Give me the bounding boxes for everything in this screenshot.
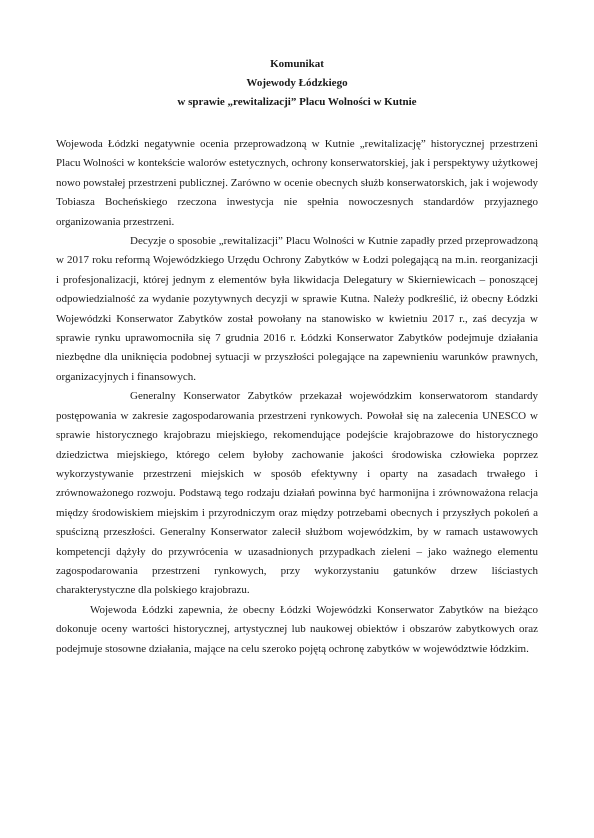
paragraph-4: Wojewoda Łódzki zapewnia, że obecny Łódzki Wojewódzki Konserwator Zabytków na bieżąco dokonuje oceny wartości historycznej, artystycznej lub naukowej obiektów i obszarów zabytkowych oraz podejmuje stosowne działania, mające na celu szeroko pojętą ochronę zabytków w województwie łódzkim. bbox=[56, 603, 538, 655]
document-body bbox=[56, 135, 538, 659]
title-line-3: w sprawie „rewitalizacji” Placu Wolności w Kutnie bbox=[177, 96, 417, 108]
title-line-1: Komunikat bbox=[270, 58, 324, 70]
paragraph-2: Decyzje o sposobie „rewitalizacji” Placu Wolności w Kutnie zapadły przed przeprowadzoną w 2017 roku reformą Wojewódzkiego Urzędu Ochrony Zabytków w Łodzi polegającą na m.in. reorganizacji i profesjonalizacji, której jednym z elementów była likwidacja Delegatury w Skierniewicach – ponoszącej odpowiedzialność za wydanie pozytywnych decyzji w sprawie Kutna. Należy podkreślić, iż obecny Łódzki Wojewódzki Konserwator Zabytków został powołany na stanowisko w kwietniu 2017 r., zaś decyzja w sprawie rynku uprawomocniła się 7 grudnia 2016 r. Łódzki Konserwator Zabytków podejmuje działania niezbędne dla uniknięcia podobnej sytuacji w przyszłości polegające na zapewnieniu warunków prawnych, organizacyjnych i finansowych. bbox=[56, 235, 538, 383]
document-title bbox=[0, 55, 594, 112]
paragraph-3: Generalny Konserwator Zabytków przekazał wojewódzkim konserwatorom standardy postępowania w zakresie zagospodarowania przestrzeni rynkowych. Powołał się na zalecenia UNESCO w sprawie historycznego krajobrazu miejskiego, rekomendujące podejście krajobrazowe do historycznego dziedzictwa miejskiego, którego celem byłoby zachowanie jakości środowiska człowieka poprzez wykorzystywanie przestrzeni miejskich w sposób efektywny i oparty na zasadach trwałego i zrównoważonego rozwoju. Podstawą tego rodzaju działań powinna być harmonijna i zrównoważona relacja między środowiskiem miejskim i przyrodniczym oraz między potrzebami obecnych i przyszłych pokoleń a spuścizną przeszłości. Generalny Konserwator zalecił służbom wojewódzkim, by w ramach ustawowych kompetencji dążyły do przywrócenia w uzasadnionych przypadkach zieleni – jako ważnego elementu zagospodarowania przestrzeni rynkowych, przy wykorzystaniu gatunków drzew liściastych charakterystyczne dla polskiego krajobrazu. bbox=[56, 390, 538, 597]
title-line-2: Wojewody Łódzkiego bbox=[246, 77, 348, 89]
paragraph-1: Wojewoda Łódzki negatywnie ocenia przeprowadzoną w Kutnie „rewitalizację” historycznej przestrzeni Placu Wolności w kontekście walorów estetycznych, ochrony konserwatorskiej, jak i perspektywy użytkowej nowo powstałej przestrzeni publicznej. Zarówno w ocenie obecnych służb konserwatorskich, jak i wojewody Tobiasza Bocheńskiego rzeczona inwestycja nie spełnia nowoczesnych standardów przyjaznego organizowania przestrzeni. bbox=[56, 138, 538, 228]
